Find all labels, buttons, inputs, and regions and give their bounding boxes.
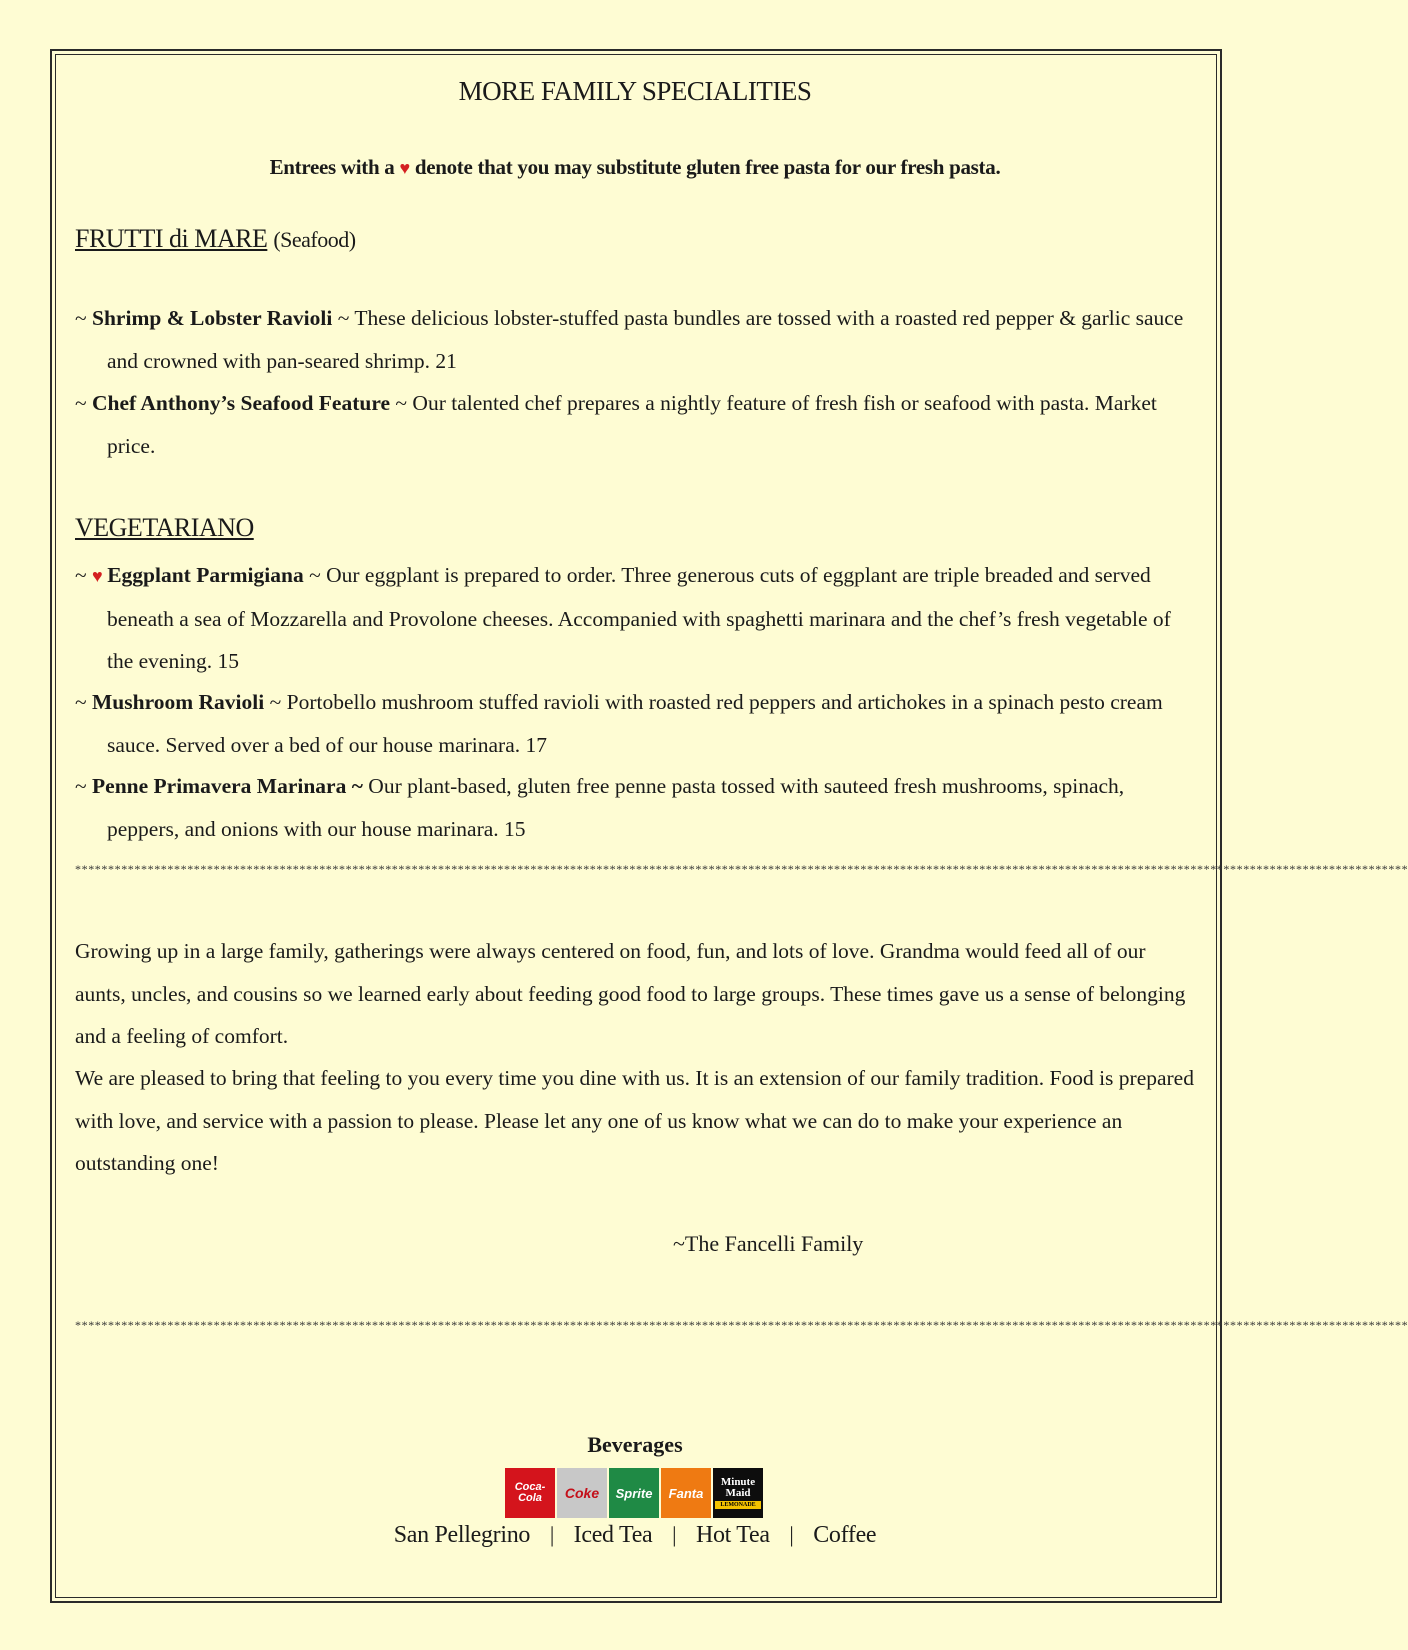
fanta-logo: Fanta [661,1468,711,1518]
page-title: MORE FAMILY SPECIALITIES [458,76,812,106]
beverage-item: San Pellegrino [393,1522,531,1548]
sprite-logo: Sprite [609,1468,659,1518]
gluten-free-notice [75,155,1195,180]
vegetarian-heading: VEGETARIANO [75,513,254,542]
item-name: Chef Anthony’s Seafood Feature [92,391,391,415]
beverages-title: Beverages [587,1432,683,1457]
separator: | [549,1522,554,1547]
item-prefix: ~ [75,391,93,415]
item-name: Eggplant Parmigiana [107,563,304,587]
item-description: ~ Our eggplant is prepared to order. Three generous cuts of eggplant are triple breaded and served beneath a sea of Mozzarella and Provolone cheeses. Accompanied with spaghetti marinara and the chef’s fresh vegetable of the evening. 15 [107,563,1171,673]
beverage-item: Iced Tea [573,1522,653,1548]
divider: ********************************************************************************************************************************************************************************************************** [75,862,1408,876]
notice-text-before: Entrees with a [269,155,395,179]
item-prefix: ~ [75,690,93,714]
item-description: ~ Our talented chef prepares a nightly feature of fresh fish or seafood with pasta. Market price. [107,391,1157,458]
beverage-logos [505,1468,763,1518]
minute-maid-logo [713,1468,763,1518]
notice-text-after: denote that you may substitute gluten free pasta for our fresh pasta. [414,155,1001,179]
seafood-heading-sub: (Seafood) [273,227,356,252]
menu-item [75,554,1200,683]
separator: | [789,1522,794,1547]
menu-item [75,382,1200,467]
seafood-heading: FRUTTI di MARE [75,224,268,253]
story-paragraph: Growing up in a large family, gatherings were always centered on food, fun, and lots of love. Grandma would feed all of our aunts, uncles, and cousins so we learned early about feeding good food to large groups. These times gave us a sense of belonging and a feeling of comfort. [75,939,1186,1048]
story-paragraph: We are pleased to bring that feeling to you every time you dine with us. It is an extension of our family tradition. Food is prepared with love, and service with a passion to please. Please let any one of us know what we can do to make your experience an outstanding one! [75,1066,1194,1175]
diet-coke-logo: Coke [557,1468,607,1518]
item-description: ~ These delicious lobster-stuffed pasta bundles are tossed with a roasted red pepper & garlic sauce and crowned with pan-seared shrimp. 21 [107,306,1184,373]
menu-item [75,681,1200,766]
minute-maid-text: Minute Maid [720,1476,756,1499]
heart-icon: ♥ [92,566,108,586]
heart-icon: ♥ [399,158,410,178]
divider: ********************************************************************************************************************************************************************************************************** [75,1318,1408,1332]
item-name: Shrimp & Lobster Ravioli [92,306,333,330]
section-heading-seafood [75,224,356,254]
minute-maid-sub: LEMONADE [715,1501,761,1509]
beverage-item: Coffee [813,1522,877,1548]
signature: ~The Fancelli Family [673,1231,864,1256]
item-name: Penne Primavera Marinara ~ [92,774,363,798]
section-heading-vegetarian [75,513,254,543]
item-name: Mushroom Ravioli [92,690,265,714]
item-prefix: ~ [75,774,93,798]
item-prefix: ~ [75,306,93,330]
item-description: Our plant-based, gluten free penne pasta tossed with sauteed fresh mushrooms, spinach, peppers, and onions with our house marinara. 15 [107,774,1125,841]
menu-item [75,297,1200,382]
item-prefix: ~ [75,563,93,587]
menu-item [75,765,1200,850]
beverage-item: Hot Tea [695,1522,770,1548]
separator: | [672,1522,677,1547]
item-description: ~ Portobello mushroom stuffed ravioli with roasted red peppers and artichokes in a spinach pesto cream sauce. Served over a bed of our house marinara. 17 [107,690,1163,757]
coca-cola-logo: Coca-Cola [505,1468,555,1518]
beverage-list [75,1522,1195,1549]
